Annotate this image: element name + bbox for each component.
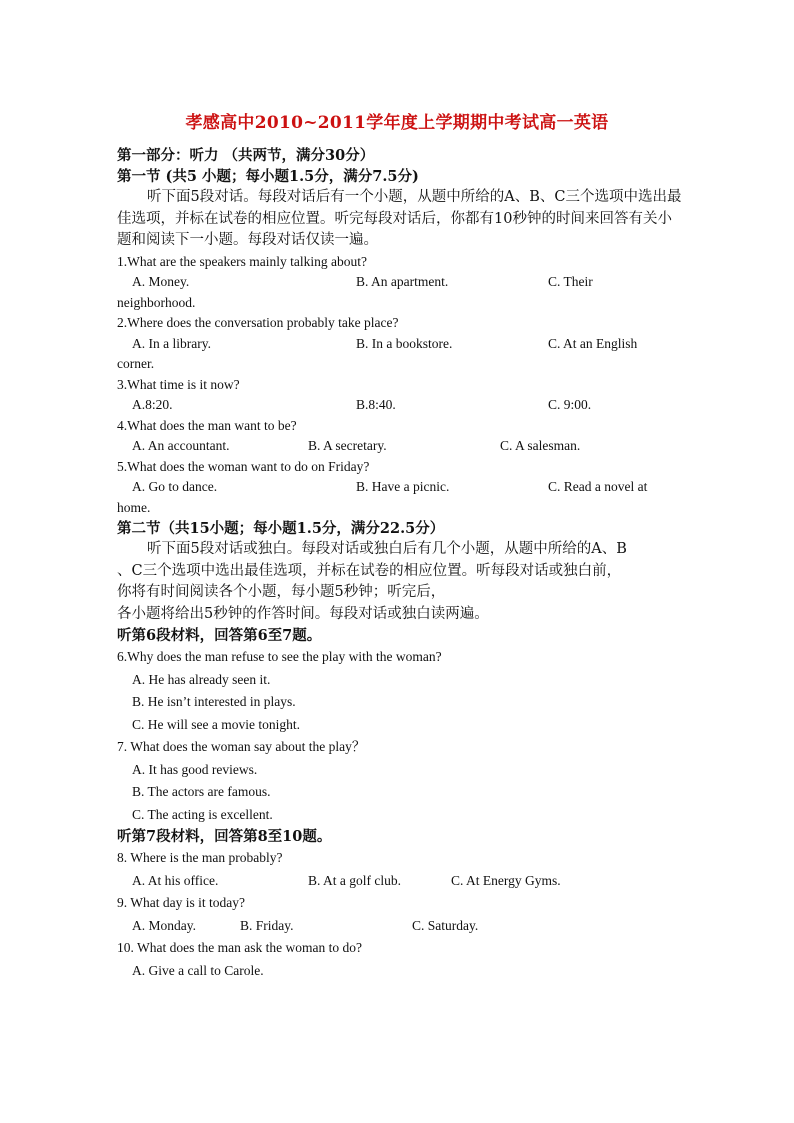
option-a: A. Monday. xyxy=(132,917,196,933)
option-c: C. Saturday. xyxy=(412,917,479,933)
option-c: C. At an English xyxy=(548,335,638,351)
question-9: 9. What day is it today? xyxy=(117,895,245,910)
group-heading-7: 听第7段材料，回答第8至10题。 xyxy=(117,828,332,845)
option-b: B. Friday. xyxy=(240,917,294,933)
option-b: B. In a bookstore. xyxy=(356,335,453,351)
option-c: C. Their xyxy=(548,274,593,289)
option-a: A. He has already seen it. xyxy=(132,671,271,687)
options-1 xyxy=(117,272,682,293)
options-4 xyxy=(117,436,682,457)
section1-heading: 第一节 (共5 小题；每小题1.5分，满分7.5分) xyxy=(117,168,419,185)
question-6: 6.Why does the man refuse to see the play with the woman? xyxy=(117,649,442,664)
option-c-continued: neighborhood. xyxy=(117,294,196,310)
option-a: A. Money. xyxy=(132,274,190,289)
question-10: 10. What does the man ask the woman to do? xyxy=(117,940,362,955)
options-3 xyxy=(117,395,682,416)
question-2: 2.Where does the conversation probably take place? xyxy=(117,315,399,330)
options-5 xyxy=(117,477,682,498)
section2-heading: 第二节（共15小题；每小题1.5分，满分22.5分） xyxy=(117,520,445,537)
section2-instructions-4: 各小题将给出5秒钟的作答时间。每段对话或独白读两遍。 xyxy=(117,605,489,622)
option-a: A. Go to dance. xyxy=(132,479,218,494)
question-4: 4.What does the man want to be? xyxy=(117,417,297,433)
options-2 xyxy=(117,334,682,355)
option-b: B. At a golf club. xyxy=(308,872,401,888)
question-8: 8. Where is the man probably? xyxy=(117,850,283,865)
question-3: 3.What time is it now? xyxy=(117,376,240,392)
option-c-continued: corner. xyxy=(117,356,155,371)
option-b: B. The actors are famous. xyxy=(132,784,271,799)
part-heading: 第一部分：听力 （共两节，满分30分） xyxy=(117,147,375,164)
option-c: C. A salesman. xyxy=(500,438,581,453)
page-title: 孝感高中2010~2011学年度上学期期中考试高一英语 xyxy=(185,113,609,133)
question-7: 7. What does the woman say about the play？ xyxy=(117,739,366,754)
exam-body xyxy=(117,145,682,982)
question-1: 1.What are the speakers mainly talking about? xyxy=(117,253,368,269)
option-c: C. At Energy Gyms. xyxy=(451,872,561,888)
option-c: C. Read a novel at xyxy=(548,479,648,494)
option-b: B. Have a picnic. xyxy=(356,479,450,494)
option-b: B.8:40. xyxy=(356,397,396,412)
option-c: C. The acting is excellent. xyxy=(132,806,273,822)
option-c-continued: home. xyxy=(117,499,151,515)
section2-instructions-3: 你将有时间阅读各个小题，每小题5秒钟；听完后， xyxy=(117,584,446,600)
group-heading-6: 听第6段材料，回答第6至7题。 xyxy=(117,627,322,644)
option-a: A. In a library. xyxy=(132,335,211,351)
option-b: B. He isn’t interested in plays. xyxy=(132,694,296,709)
option-b: B. A secretary. xyxy=(308,438,387,453)
option-a: A. An accountant. xyxy=(132,438,230,453)
section2-instructions-2: 、C三个选项中选出最佳选项，并标在试卷的相应位置。听每段对话或独白前， xyxy=(117,562,622,579)
section2-instructions-1: 听下面5段对话或独白。每段对话或独白后有几个小题，从题中所给的A、B xyxy=(147,541,627,557)
option-a: A. It has good reviews. xyxy=(132,761,258,777)
options-8 xyxy=(117,870,682,893)
option-a: A. Give a call to Carole. xyxy=(132,962,264,978)
option-c: C. 9:00. xyxy=(548,397,592,412)
option-a: A. At his office. xyxy=(132,872,219,888)
options-9 xyxy=(117,915,682,938)
question-5: 5.What does the woman want to do on Friday? xyxy=(117,458,370,474)
section1-instructions: 听下面5段对话。每段对话后有一个小题，从题中所给的A、B、C三个选项中选出最佳选项，并标在试卷的相应位置。听完每段对话后，你都有10秒钟的时间来回答有关小题和阅读下一小题。每段对话仅读一遍。 xyxy=(117,189,682,248)
option-b: B. An apartment. xyxy=(356,274,449,289)
option-a: A.8:20. xyxy=(132,397,173,412)
option-c: C. He will see a movie tonight. xyxy=(132,716,300,732)
